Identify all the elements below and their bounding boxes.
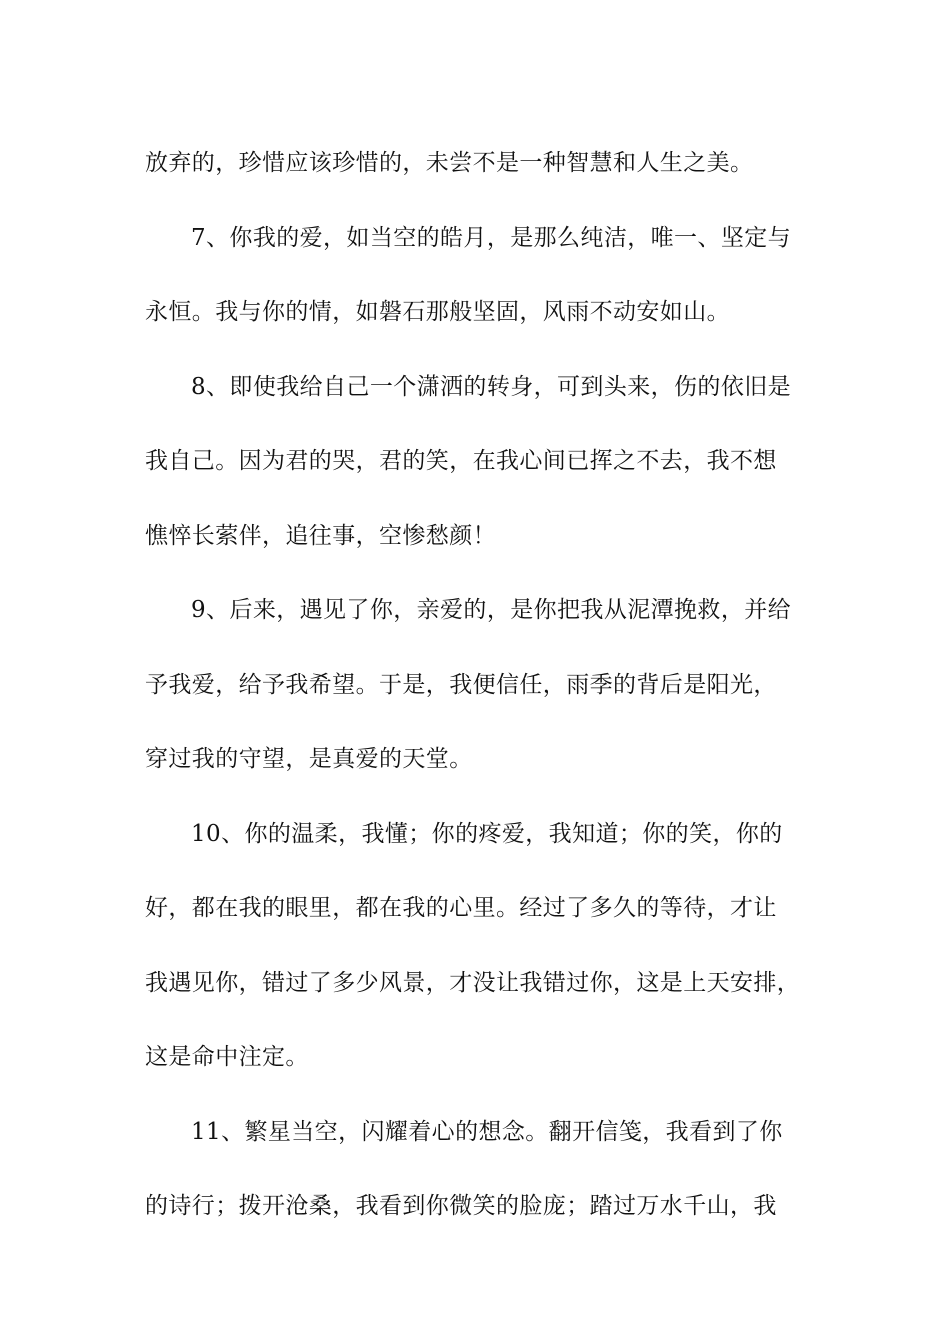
text-line: 永恒。我与你的情，如磐石那般坚固，风雨不动安如山。 xyxy=(145,299,730,325)
text-line: 憔悴长萦伴，追往事，空惨愁颜！ xyxy=(145,522,496,549)
document-body xyxy=(145,126,845,1244)
text-line: 好，都在我的眼里，都在我的心里。经过了多久的等待，才让 xyxy=(145,895,777,921)
paragraph-7-line: 7、你我的爱，如当空的皓月，是那么纯洁，唯一、坚定与 xyxy=(191,224,792,251)
paragraph-9-line: 9、后来，遇见了你，亲爱的，是你把我从泥潭挽救，并给 xyxy=(191,597,792,623)
paragraph-8-line: 8、即使我给自己一个潇洒的转身，可到头来，伤的依旧是 xyxy=(191,373,792,400)
text-line: 予我爱，给予我希望。于是，我便信任，雨季的背后是阳光， xyxy=(145,671,777,698)
paragraph-10-line: 10、你的温柔，我懂；你的疼爱，我知道；你的笑，你的 xyxy=(191,820,783,847)
text-line: 的诗行；拨开沧桑，我看到你微笑的脸庞；踏过万水千山，我 xyxy=(145,1193,777,1219)
text-line: 穿过我的守望，是真爱的天堂。 xyxy=(145,746,473,772)
text-line: 放弃的，珍惜应该珍惜的，未尝不是一种智慧和人生之美。 xyxy=(145,150,754,176)
text-line: 这是命中注定。 xyxy=(145,1044,309,1070)
paragraph-11-line: 11、繁星当空，闪耀着心的想念。翻开信笺，我看到了你 xyxy=(191,1118,783,1145)
text-line: 我自己。因为君的哭，君的笑，在我心间已挥之不去，我不想 xyxy=(145,448,777,474)
text-line: 我遇见你，错过了多少风景，才没让我错过你，这是上天安排， xyxy=(145,969,801,996)
